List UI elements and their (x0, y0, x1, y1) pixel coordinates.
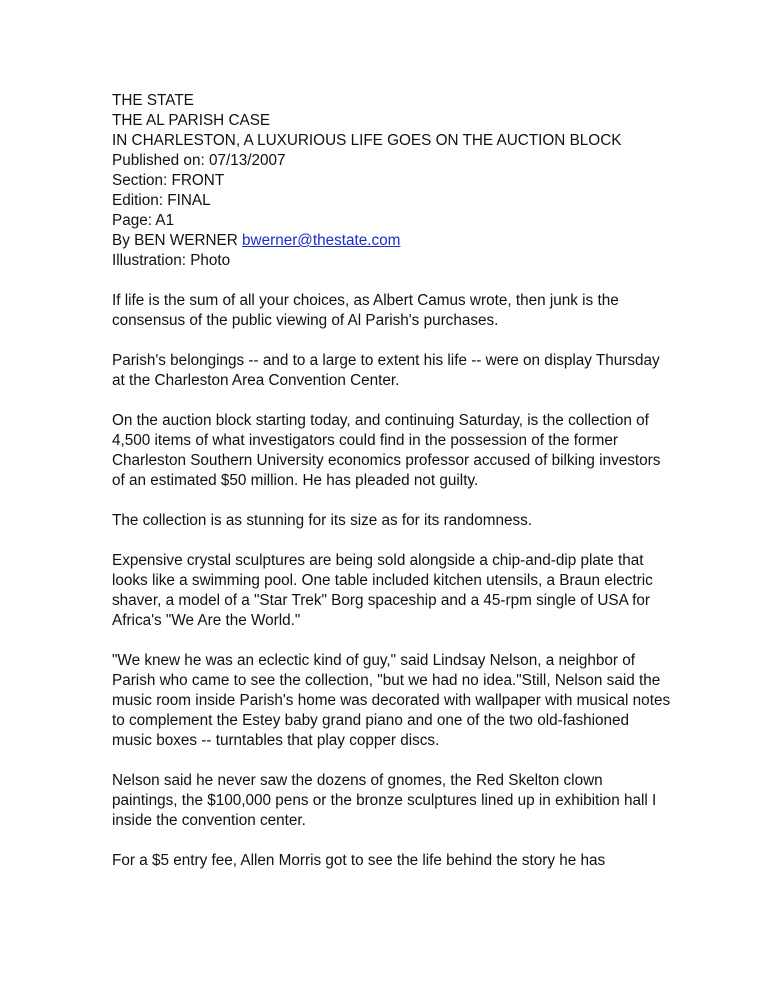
paragraph: Parish's belongings -- and to a large to extent his life -- were on display Thursday at the Charleston Area Convention Center. (112, 352, 660, 389)
paragraph: For a $5 entry fee, Allen Morris got to see the life behind the story he has (112, 852, 606, 869)
byline (112, 231, 672, 251)
document-page (112, 91, 672, 891)
publication-name: THE STATE (112, 92, 194, 109)
paragraph: On the auction block starting today, and continuing Saturday, is the collection of 4,500 items of what investigators could find in the possession of the former Charleston Southern University economics professor accused of bilking investors of an estimated $50 million. He has pleaded not guilty. (112, 412, 661, 489)
article-body (112, 291, 672, 871)
paragraph: Expensive crystal sculptures are being sold alongside a chip-and-dip plate that looks like a swimming pool. One table included kitchen utensils, a Braun electric shaver, a model of a "Star Trek" Borg spaceship and a 45-rpm single of USA for Africa's "We Are the World." (112, 552, 653, 629)
edition-label: Edition: FINAL (112, 192, 211, 209)
page-label: Page: A1 (112, 212, 175, 229)
paragraph: The collection is as stunning for its size as for its randomness. (112, 512, 532, 529)
header-spacer (112, 271, 672, 291)
headline: IN CHARLESTON, A LUXURIOUS LIFE GOES ON THE AUCTION BLOCK (112, 132, 622, 149)
section-label: Section: FRONT (112, 172, 225, 189)
paragraph: "We knew he was an eclectic kind of guy," said Lindsay Nelson, a neighbor of Parish who came to see the collection, "but we had no idea."Still, Nelson said the music room inside Parish's home was decorated with wallpaper with musical notes to complement the Estey baby grand piano and one of the two old-fashioned music boxes -- turntables that play copper discs. (112, 652, 671, 749)
article-header (112, 91, 672, 271)
published-date: Published on: 07/13/2007 (112, 152, 286, 169)
byline-author: By BEN WERNER (112, 232, 243, 249)
paragraph: Nelson said he never saw the dozens of gnomes, the Red Skelton clown paintings, the $100,000 pens or the bronze sculptures lined up in exhibition hall I inside the convention center. (112, 772, 657, 829)
paragraph: If life is the sum of all your choices, as Albert Camus wrote, then junk is the consensus of the public viewing of Al Parish's purchases. (112, 292, 619, 329)
series-title: THE AL PARISH CASE (112, 112, 271, 129)
author-email-link[interactable]: bwerner@thestate.com (242, 232, 401, 249)
illustration-label: Illustration: Photo (112, 252, 231, 269)
